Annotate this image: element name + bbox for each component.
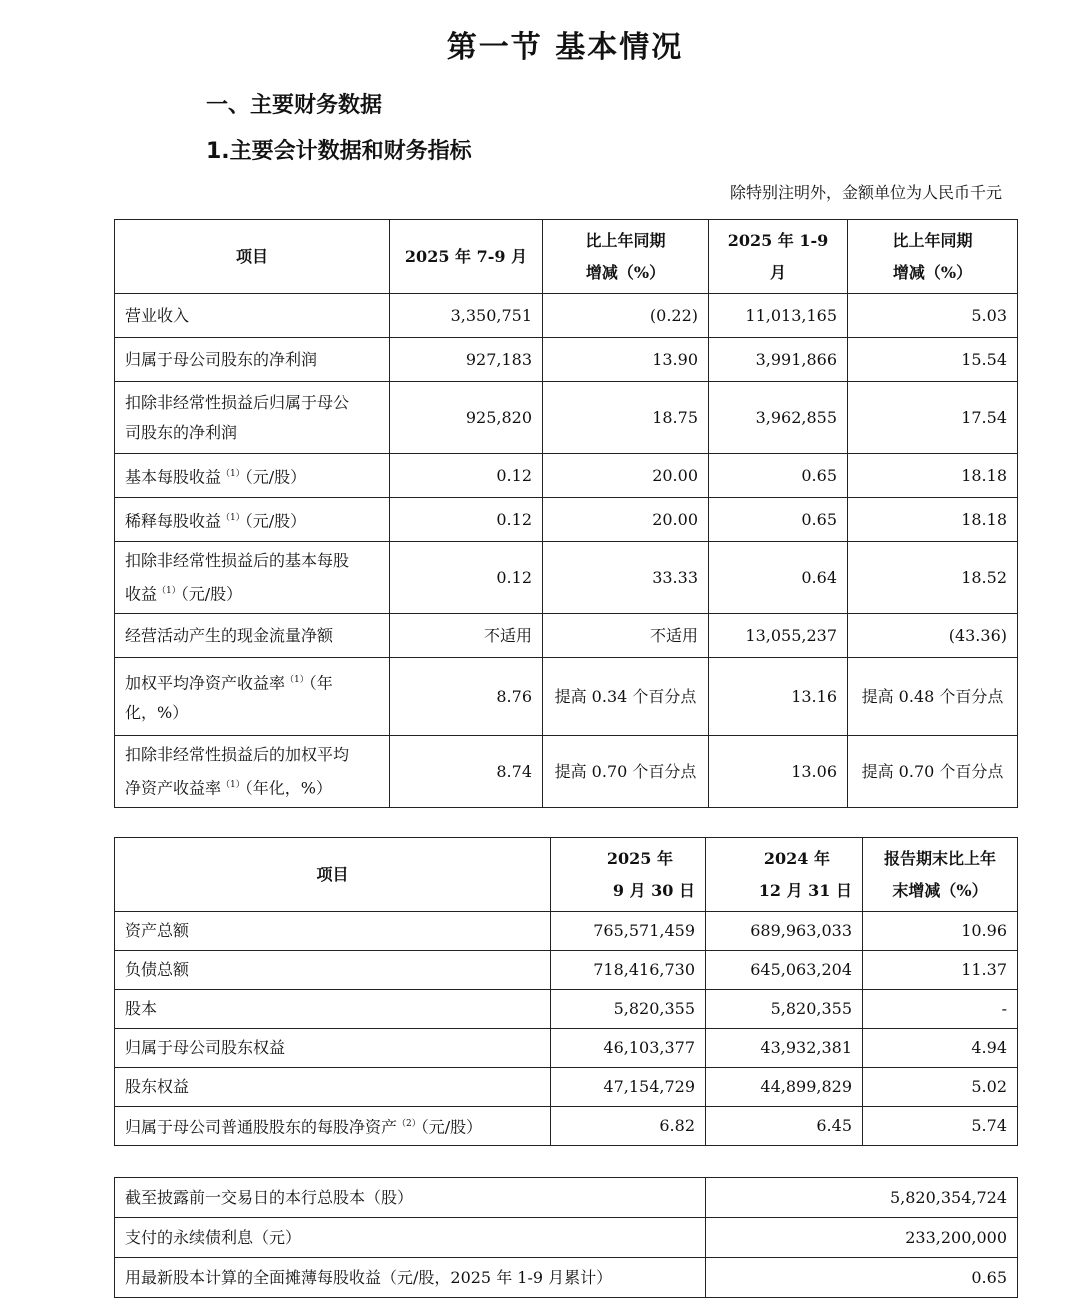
row-label-line1: 扣除非经常性损益后的基本每股 (125, 550, 350, 570)
row-label-line1 (125, 665, 379, 698)
table-row (115, 1107, 1018, 1146)
cell-q3-change: 33.33 (543, 542, 709, 614)
table-row (115, 951, 1018, 990)
cell-q3: 0.12 (390, 498, 543, 542)
cell-current: 6.82 (551, 1107, 706, 1146)
footnote-marker: （2） (397, 1119, 421, 1130)
header-change-line2: 末增减（%） (892, 880, 988, 900)
cell-ytd: 0.64 (709, 542, 848, 614)
row-label-suffix: （年化，%） (244, 778, 332, 798)
row-label: 负债总额 (115, 951, 551, 990)
cell-change: 11.37 (863, 951, 1018, 990)
table-row (115, 338, 1018, 382)
header-prior (706, 838, 863, 912)
table-row (115, 614, 1018, 658)
cell-value: 5,820,354,724 (706, 1178, 1018, 1218)
unit-note: 除特别注明外，金额单位为人民币千元 (729, 183, 1002, 202)
table-row (115, 1068, 1018, 1107)
table-row (115, 1029, 1018, 1068)
row-label: 股东权益 (115, 1068, 551, 1107)
cell-q3-change: 提高 0.70 个百分点 (543, 736, 709, 808)
header-current-line1: 2025 年 (606, 848, 673, 868)
cell-q3-change: 13.90 (543, 338, 709, 382)
row-label: 截至披露前一交易日的本行总股本（股） (115, 1178, 706, 1218)
header-ytd: 2025 年 1-9 月 (709, 220, 848, 294)
table-row (115, 1178, 1018, 1218)
header-prior-line2: 12 月 31 日 (758, 880, 852, 900)
header-change-line1: 报告期末比上年 (883, 848, 996, 868)
cell-prior: 645,063,204 (706, 951, 863, 990)
cell-ytd-change: 15.54 (848, 338, 1018, 382)
row-label: 支付的永续债利息（元） (115, 1218, 706, 1258)
row-label: 用最新股本计算的全面摊薄每股收益（元/股，2025 年 1-9 月累计） (115, 1258, 706, 1298)
cell-ytd: 3,962,855 (709, 382, 848, 454)
row-label-text: 稀释每股收益 (125, 511, 222, 531)
cell-ytd-change: 17.54 (848, 382, 1018, 454)
cell-change: 4.94 (863, 1029, 1018, 1068)
row-label: 归属于母公司股东的净利润 (115, 338, 390, 382)
cell-ytd: 11,013,165 (709, 294, 848, 338)
cell-ytd-change: (43.36) (848, 614, 1018, 658)
sub-heading: 1.主要会计数据和财务指标 (206, 139, 472, 164)
row-label-suffix: （年 (308, 673, 333, 693)
header-ytd-change (848, 220, 1018, 294)
row-label (115, 658, 390, 736)
table-row (115, 1258, 1018, 1298)
cell-q3: 不适用 (390, 614, 543, 658)
row-label-text: 加权平均净资产收益率 (125, 673, 286, 693)
cell-ytd: 3,991,866 (709, 338, 848, 382)
cell-prior: 689,963,033 (706, 912, 863, 951)
row-label-text: 净资产收益率 (125, 778, 222, 798)
cell-q3-change: 18.75 (543, 382, 709, 454)
cell-ytd: 0.65 (709, 454, 848, 498)
cell-q3: 0.12 (390, 454, 543, 498)
footnote-marker: （1） (221, 779, 245, 790)
cell-ytd-change: 18.18 (848, 498, 1018, 542)
cell-value: 0.65 (706, 1258, 1018, 1298)
table-row (115, 382, 1018, 454)
cell-prior: 43,932,381 (706, 1029, 863, 1068)
main-financial-table (114, 219, 1018, 808)
row-label: 归属于母公司股东权益 (115, 1029, 551, 1068)
balance-sheet-table (114, 837, 1018, 1146)
cell-q3: 927,183 (390, 338, 543, 382)
row-label (115, 736, 390, 808)
header-item: 项目 (115, 220, 390, 294)
row-label (115, 1107, 551, 1146)
cell-prior: 44,899,829 (706, 1068, 863, 1107)
cell-current: 765,571,459 (551, 912, 706, 951)
table-row (115, 294, 1018, 338)
row-label-line2 (125, 770, 379, 803)
footnote-marker: （1） (157, 585, 181, 596)
cell-current: 718,416,730 (551, 951, 706, 990)
row-label-text: 收益 (125, 584, 158, 604)
cell-ytd-change: 提高 0.48 个百分点 (848, 658, 1018, 736)
cell-q3: 925,820 (390, 382, 543, 454)
cell-change: 10.96 (863, 912, 1018, 951)
cell-q3: 3,350,751 (390, 294, 543, 338)
row-label-suffix: （元/股） (180, 584, 243, 604)
table-row (115, 990, 1018, 1029)
header-current-line2: 9 月 30 日 (612, 880, 695, 900)
header-prior-line1: 2024 年 (763, 848, 830, 868)
cell-prior: 6.45 (706, 1107, 863, 1146)
header-q3: 2025 年 7-9 月 (390, 220, 543, 294)
header-current (551, 838, 706, 912)
table-header-row (115, 838, 1018, 912)
cell-q3-change: 不适用 (543, 614, 709, 658)
cell-ytd-change: 18.52 (848, 542, 1018, 614)
table-row (115, 658, 1018, 736)
cell-q3: 8.76 (390, 658, 543, 736)
row-label (115, 498, 390, 542)
cell-ytd-change: 5.03 (848, 294, 1018, 338)
row-label-line2: 化，%） (125, 703, 189, 723)
cell-q3-change: 20.00 (543, 498, 709, 542)
header-item: 项目 (115, 838, 551, 912)
header-ytd-change-line1: 比上年同期 (892, 230, 973, 250)
cell-change: 5.02 (863, 1068, 1018, 1107)
cell-q3-change: (0.22) (543, 294, 709, 338)
footnote-marker: （1） (285, 674, 309, 685)
header-q3-change (543, 220, 709, 294)
row-label: 资产总额 (115, 912, 551, 951)
table-row (115, 912, 1018, 951)
cell-change: - (863, 990, 1018, 1029)
row-label-suffix: （元/股） (244, 511, 307, 531)
row-label: 经营活动产生的现金流量净额 (115, 614, 390, 658)
cell-ytd: 13.06 (709, 736, 848, 808)
cell-ytd: 13,055,237 (709, 614, 848, 658)
row-label-line1: 扣除非经常性损益后归属于母公 (125, 392, 350, 412)
cell-current: 5,820,355 (551, 990, 706, 1029)
cell-q3-change: 提高 0.34 个百分点 (543, 658, 709, 736)
row-label (115, 454, 390, 498)
header-q3-change-line2: 增减（%） (585, 262, 666, 282)
cell-change: 5.74 (863, 1107, 1018, 1146)
header-ytd-change-line2: 增减（%） (892, 262, 973, 282)
cell-ytd: 0.65 (709, 498, 848, 542)
row-label: 营业收入 (115, 294, 390, 338)
row-label-suffix: （元/股） (244, 467, 307, 487)
row-label-line1: 扣除非经常性损益后的加权平均 (125, 744, 350, 764)
cell-prior: 5,820,355 (706, 990, 863, 1029)
page-title: 第一节 基本情况 (446, 30, 684, 65)
row-label (115, 542, 390, 614)
cell-q3: 8.74 (390, 736, 543, 808)
section-heading: 一、主要财务数据 (206, 93, 383, 118)
cell-q3-change: 20.00 (543, 454, 709, 498)
share-info-table (114, 1177, 1018, 1298)
header-change (863, 838, 1018, 912)
row-label (115, 382, 390, 454)
cell-value: 233,200,000 (706, 1218, 1018, 1258)
cell-ytd-change: 提高 0.70 个百分点 (848, 736, 1018, 808)
row-label-suffix: （元/股） (420, 1117, 483, 1137)
header-q3-change-line1: 比上年同期 (585, 230, 666, 250)
row-label-text: 基本每股收益 (125, 467, 222, 487)
table-row (115, 736, 1018, 808)
row-label-text: 归属于母公司普通股股东的每股净资产 (125, 1117, 398, 1137)
row-label-line2 (125, 576, 379, 609)
cell-current: 47,154,729 (551, 1068, 706, 1107)
table-row (115, 498, 1018, 542)
row-label: 股本 (115, 990, 551, 1029)
table-row (115, 542, 1018, 614)
cell-q3: 0.12 (390, 542, 543, 614)
cell-ytd-change: 18.18 (848, 454, 1018, 498)
table-row (115, 454, 1018, 498)
table-header-row (115, 220, 1018, 294)
cell-ytd: 13.16 (709, 658, 848, 736)
footnote-marker: （1） (221, 468, 245, 479)
row-label-line2: 司股东的净利润 (125, 422, 238, 442)
cell-current: 46,103,377 (551, 1029, 706, 1068)
footnote-marker: （1） (221, 512, 245, 523)
table-row (115, 1218, 1018, 1258)
